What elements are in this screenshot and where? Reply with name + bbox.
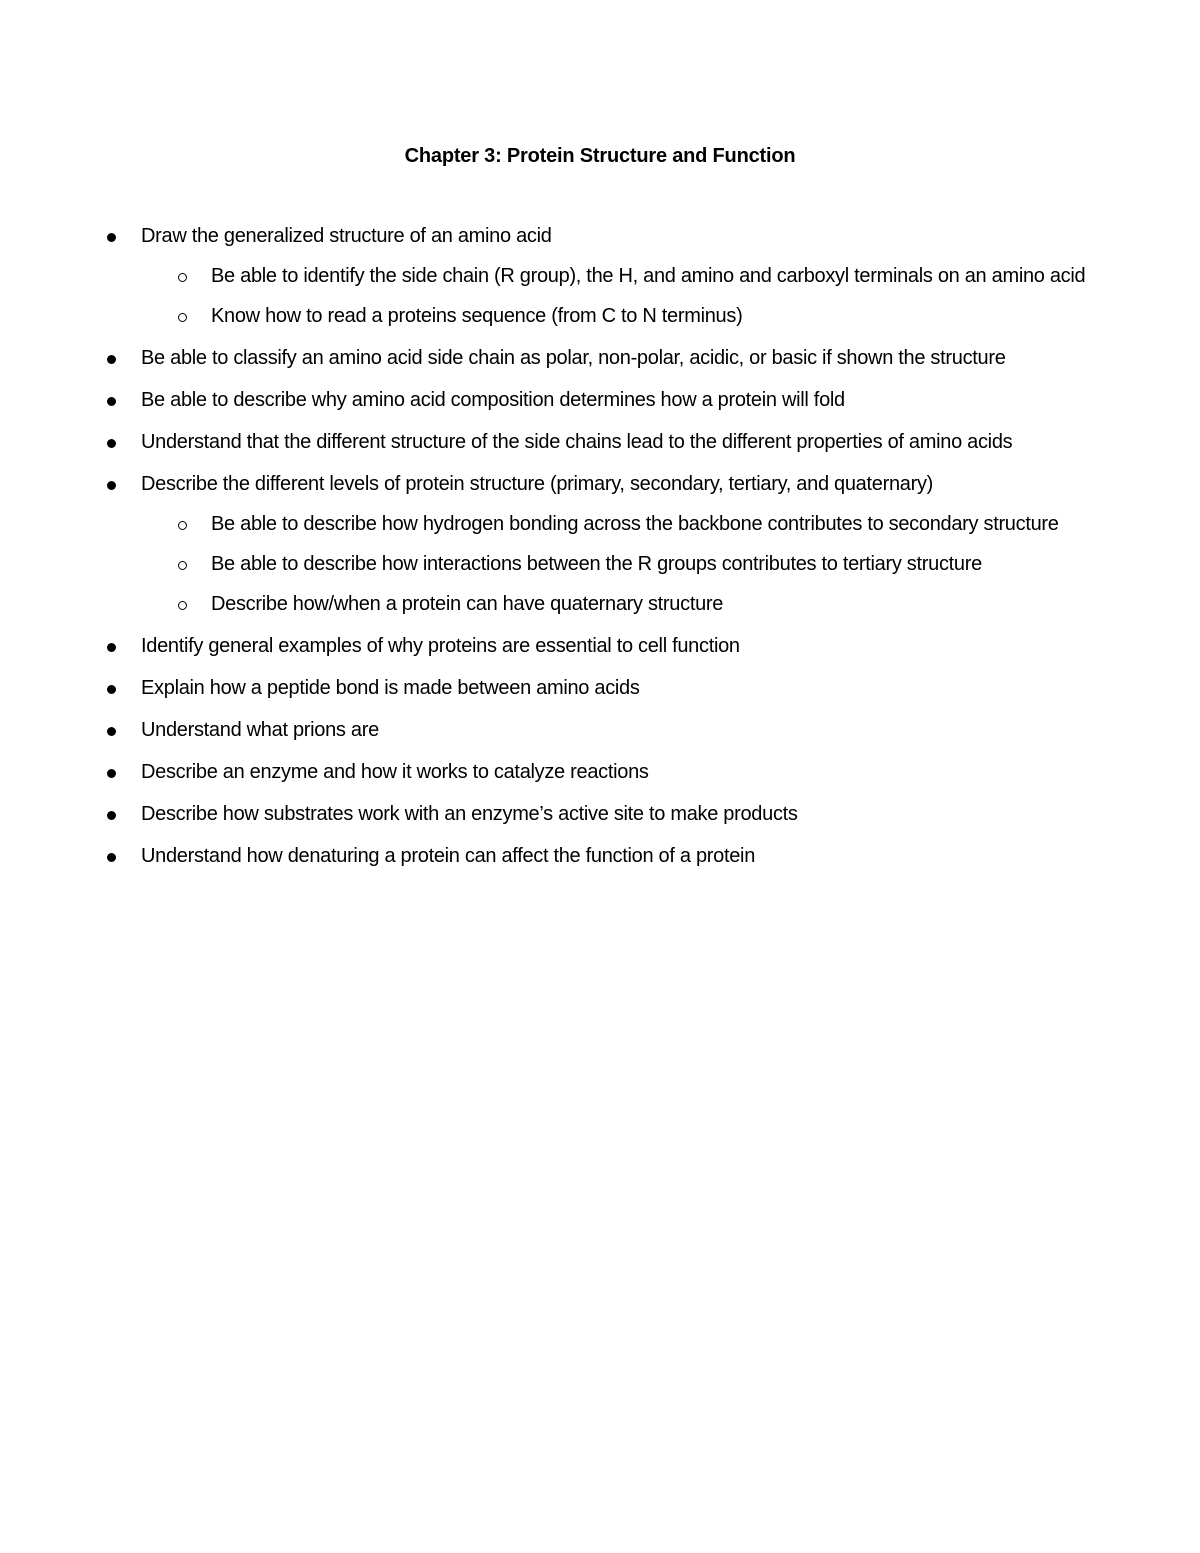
- list-item: [0, 758, 1200, 786]
- sub-list: [141, 262, 1090, 330]
- list-item: [0, 716, 1200, 744]
- sub-list-item-text: Be able to identify the side chain (R group), the H, and amino and carboxyl terminals on an amino acid: [211, 265, 1086, 287]
- sub-list-item-text: Be able to describe how interactions between the R groups contributes to tertiary structure: [211, 553, 982, 575]
- hollow-bullet-icon: [178, 313, 187, 322]
- list-item-text: Explain how a peptide bond is made between amino acids: [141, 677, 640, 699]
- bullet-icon: [107, 853, 116, 862]
- hollow-bullet-icon: [178, 521, 187, 530]
- list-item-text: Understand that the different structure of the side chains lead to the different properties of amino acids: [141, 431, 1013, 453]
- bullet-icon: [107, 233, 116, 242]
- bullet-icon: [107, 643, 116, 652]
- sub-list-item: [141, 590, 1090, 618]
- page-title: Chapter 3: Protein Structure and Function: [404, 145, 796, 167]
- bullet-icon: [107, 727, 116, 736]
- hollow-bullet-icon: [178, 561, 187, 570]
- list-item-text: Be able to classify an amino acid side chain as polar, non-polar, acidic, or basic if shown the structure: [141, 347, 1006, 369]
- sub-list-item: [141, 510, 1090, 538]
- list-item-text: Be able to describe why amino acid composition determines how a protein will fold: [141, 389, 845, 411]
- sub-list-item-text: Know how to read a proteins sequence (from C to N terminus): [211, 305, 743, 327]
- list-item: [0, 800, 1200, 828]
- bullet-icon: [107, 769, 116, 778]
- objectives-list: [0, 222, 1200, 884]
- bullet-icon: [107, 355, 116, 364]
- sub-list-item: [141, 550, 1090, 578]
- list-item: [0, 344, 1200, 372]
- list-item-text: Understand how denaturing a protein can affect the function of a protein: [141, 845, 756, 867]
- bullet-icon: [107, 481, 116, 490]
- sub-list-item-text: Describe how/when a protein can have quaternary structure: [211, 593, 724, 615]
- list-item: [0, 470, 1200, 618]
- list-item-text: Identify general examples of why proteins are essential to cell function: [141, 635, 740, 657]
- list-item: [0, 222, 1200, 330]
- list-item-text: Understand what prions are: [141, 719, 379, 741]
- sub-list-item: [141, 302, 1090, 330]
- list-item: [0, 674, 1200, 702]
- bullet-icon: [107, 439, 116, 448]
- sub-list-item-text: Be able to describe how hydrogen bonding across the backbone contributes to secondary structure: [211, 513, 1059, 535]
- list-item-text: Describe an enzyme and how it works to catalyze reactions: [141, 761, 649, 783]
- list-item: [0, 428, 1200, 456]
- sub-list-item: [141, 262, 1090, 290]
- hollow-bullet-icon: [178, 601, 187, 610]
- bullet-icon: [107, 685, 116, 694]
- hollow-bullet-icon: [178, 273, 187, 282]
- list-item: [0, 386, 1200, 414]
- bullet-icon: [107, 811, 116, 820]
- list-item-text: Draw the generalized structure of an amino acid: [141, 225, 552, 247]
- list-item: [0, 842, 1200, 870]
- list-item-text: Describe the different levels of protein structure (primary, secondary, tertiary, and quaternary): [141, 473, 934, 495]
- sub-list: [141, 510, 1090, 618]
- bullet-icon: [107, 397, 116, 406]
- list-item: [0, 632, 1200, 660]
- list-item-text: Describe how substrates work with an enzyme’s active site to make products: [141, 803, 798, 825]
